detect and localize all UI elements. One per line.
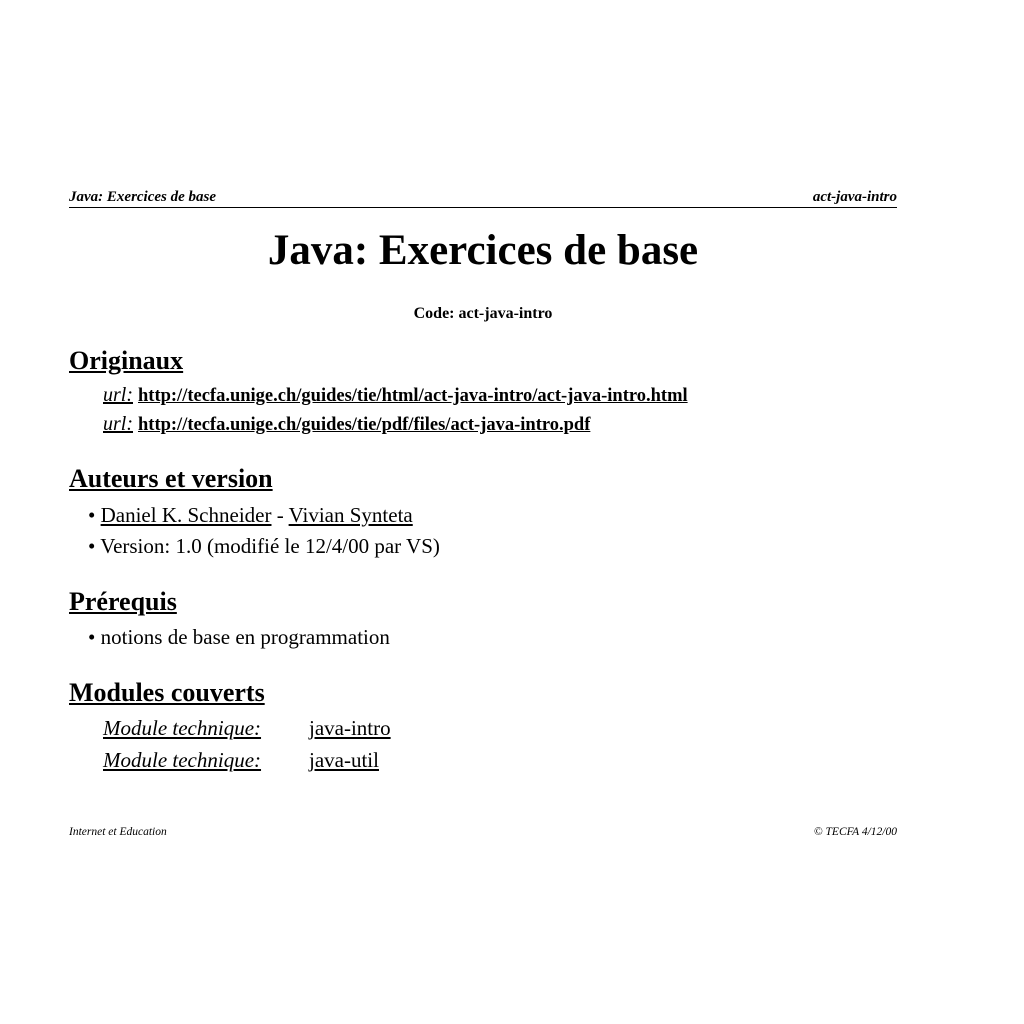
code-line: Code: act-java-intro bbox=[413, 305, 553, 322]
heading-auteurs: Auteurs et version bbox=[69, 464, 273, 493]
module-row-java-intro bbox=[103, 716, 391, 741]
author-separator: - bbox=[276, 503, 284, 527]
module-link-java-intro[interactable]: java-intro bbox=[309, 716, 391, 740]
footer-left: Internet et Education bbox=[69, 826, 167, 838]
heading-modules: Modules couverts bbox=[69, 678, 265, 707]
list-item-version bbox=[88, 534, 440, 559]
list-item-prerequis bbox=[88, 625, 390, 650]
document-page bbox=[69, 0, 897, 1024]
module-row-java-util bbox=[103, 748, 379, 773]
list-item-authors bbox=[88, 503, 413, 528]
running-header-title: Java: Exercices de base bbox=[69, 189, 217, 205]
url-label: url: bbox=[103, 413, 133, 435]
bullet-glyph: • bbox=[88, 625, 96, 649]
footer-right: © TECFA 4/12/00 bbox=[813, 826, 897, 838]
author-link-synteta[interactable]: Vivian Synteta bbox=[288, 503, 413, 527]
heading-originaux: Originaux bbox=[69, 346, 184, 375]
author-link-schneider[interactable]: Daniel K. Schneider bbox=[100, 503, 272, 527]
bullet-glyph: • bbox=[88, 503, 96, 527]
running-header-code: act-java-intro bbox=[812, 189, 897, 205]
version-text: Version: 1.0 (modifié le 12/4/00 par VS) bbox=[100, 534, 440, 558]
module-label: Module technique: bbox=[103, 748, 262, 772]
heading-prerequis: Prérequis bbox=[69, 587, 177, 616]
prerequis-text: notions de base en programmation bbox=[100, 625, 390, 649]
module-label: Module technique: bbox=[103, 716, 262, 740]
url-link-pdf[interactable]: http://tecfa.unige.ch/guides/tie/pdf/files/act-java-intro.pdf bbox=[138, 415, 591, 435]
url-label: url: bbox=[103, 384, 133, 406]
url-line-pdf bbox=[103, 413, 590, 436]
page-footer bbox=[69, 826, 897, 838]
running-header bbox=[69, 189, 897, 208]
url-line-html bbox=[103, 384, 688, 407]
bullet-glyph: • bbox=[88, 534, 96, 558]
page-title: Java: Exercices de base bbox=[267, 227, 699, 274]
module-link-java-util[interactable]: java-util bbox=[309, 748, 379, 772]
url-link-html[interactable]: http://tecfa.unige.ch/guides/tie/html/act-java-intro/act-java-intro.html bbox=[138, 386, 688, 406]
